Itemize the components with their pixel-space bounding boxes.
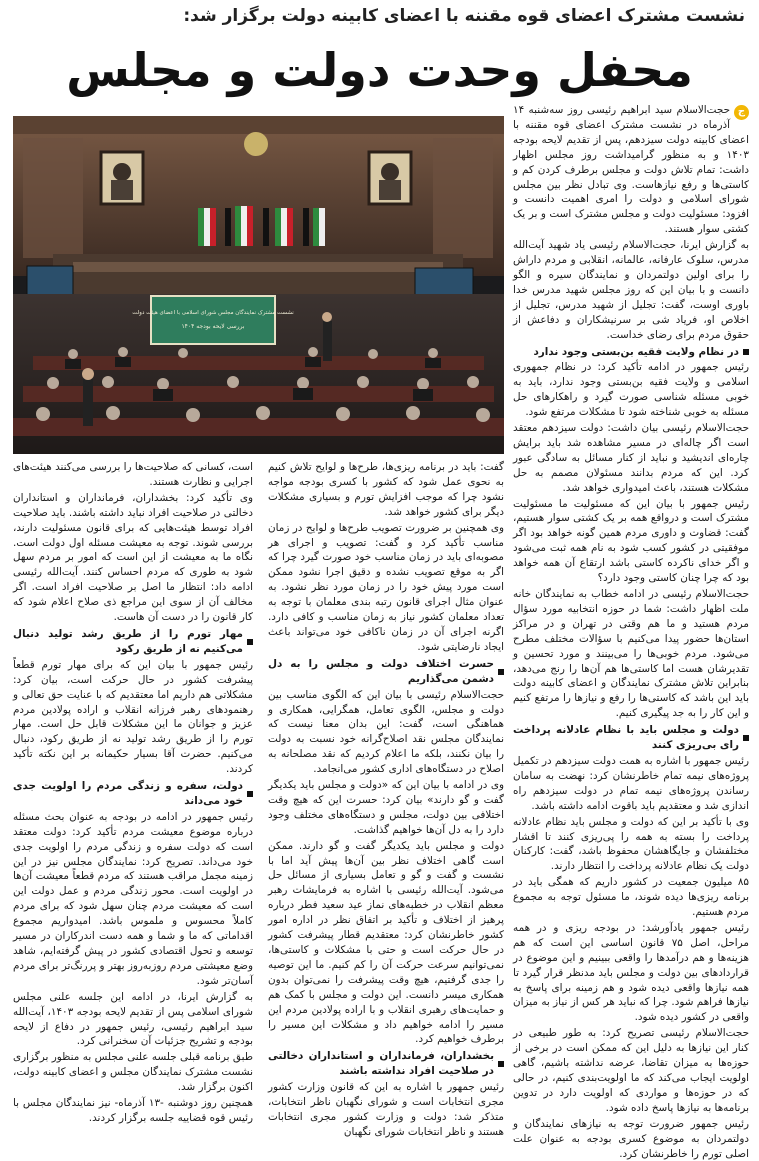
parliament-photo	[13, 116, 504, 454]
middle-paragraph-2: وی همچنین بر ضرورت تصویب طرح‌ها و لوایح در زمان مناسب تأکید کرد و گفت: تصویب و اجرای هر مصوبه‌ای باید در زمان مناسب خود صورت گیرد چرا که اگر به موقع تصویب نشده و دقیق اجرا نشود ممکن است مورد پیش خود را در زمان مورد نظر نشود. به عنوان مثال اجرای قانون رتبه بندی معلمان با توجه به تعداد معلمان کشور نیاز به زمان مناسب و کافی دارد. اگرنه اجرای آن در زمان ناکافی خود می‌تواند باعث ایجاد نارضایتی شود.	[268, 521, 504, 653]
right-paragraph-1: حجت‌الاسلام سید ابراهیم رئیسی روز سه‌شنبه ۱۴ آذرماه در نشست مشترک اعضای قوه مقننه با اعضای کابینه دولت سیزدهم، پس از تقدیم لایحه بودجه ۱۴۰۳ و به منظور گرامیداشت روز مجلس اظهار داشت: تمام تلاش دولت و مجلس برطرف کردن کم و کاستی‌ها و رفع نیازهاست. وی تبادل نظر بین مجلس شورای اسلامی و دولت را امری اهمیت دانست و افزود: مسئولیت دولت و مجلس مشترک است و بر یک کشتی سوار هستند.	[513, 104, 749, 236]
middle-subheading-2: بخشداران، فرمانداران و استانداران دخالتی در صلاحیت افراد نداشته باشند	[268, 1049, 504, 1079]
left-paragraph-3: رئیس جمهور با بیان این که برای مهار تورم قطعاً پیشرفت کشور در حال حرکت است، بیان کرد: مشکلاتی هم داریم اما معتقدیم که با عنایت حق تعالی و رهنمودهای رهبر فرزانه انقلاب و اراده پولادین مردم عزیز و جوانان ما این مشکلات قابل حل است. مهار تورم را از طریق رشد تولید نه از طریق رکود، دنبال می‌کنیم. حضرت آقا بسیار حکیمانه بر این نکته تأکید کردند.	[13, 658, 253, 776]
banner-line1: نشست مشترک نمایندگان مجلس شورای اسلامی با اعضای هیئت دولت	[132, 310, 294, 316]
middle-subheading-1: حسرت اختلاف دولت و مجلس را به دل دشمن می‌گذاریم	[268, 657, 504, 687]
right-paragraph-9: ۸۵ میلیون جمعیت در کشور داریم که همگی باید در برنامه ریزی‌ها دیده شوند، ما مسئول توجه به مجموع مردم هستیم.	[513, 876, 749, 919]
banner-line2: بررسی لایحه بودجه ۱۴۰۴	[181, 323, 245, 330]
left-paragraph-1: است، کسانی که صلاحیت‌ها را بررسی می‌کنند هیئت‌های اجرایی و نظارت هستند.	[13, 461, 253, 488]
newspaper-logo-icon: ج	[734, 105, 749, 120]
right-paragraph-10: رئیس جمهور یادآورشد: در بودجه ریزی و در همه مراحل، اصل ۷۵ قانون اساسی این است که هم هزینه‌ها و هم درآمدها را واقعی ببینیم و این موضوع در قراردادهای بین دولت و مجلس باید مدنظر قرار گیرد تا همه نیازها واقعی دیده شود و هم زمینه برای پاسخ به نیازها فراهم شود. چرا که نباید هر کس از نیاز به میزان واقعی در کشور دیده شود.	[513, 921, 749, 1024]
right-paragraph-4: حجت‌الاسلام رئیسی بیان داشت: دولت سیزدهم معتقد است اگر چاله‌ای در مسیر مشاهده شد باید برایش چاره‌ای اندیشید و نباید از کنار مسائل به سادگی عبور کرد. این که مردم بدانند مسئولان مصمم به حل مشکلات هستند، باعث امیدواری خواهد شد.	[513, 422, 749, 494]
right-paragraph-7: رئیس جمهور با اشاره به همت دولت سیزدهم در تکمیل پروژه‌های نیمه تمام خاطرنشان کرد: نهضت به سامان رساندن پروژه‌های نیمه تمام در دولت سیزدهم راه اندازی شد و معتقدیم باید باقوت ادامه داشته باشد.	[513, 754, 749, 812]
middle-paragraph-6: رئیس جمهور با اشاره به این که قانون وزارت کشور مجری انتخابات است و شورای نگهبان ناظر انتخابات، متذکر شد: دولت و وزارت کشور مجری انتخابات هستند و ناظر انتخابات شورای نگهبان	[268, 1081, 504, 1138]
parliament-hall-image	[13, 116, 504, 454]
session-banner	[151, 296, 275, 344]
column-left	[13, 460, 254, 1124]
right-paragraph-8: وی با تأکید بر این که دولت و مجلس باید نظام عادلانه پرداخت را بسته به همه را پی‌ریزی کنند تا اقشار مختلفشان و جایگاهشان محفوظ باشد، گفت: کارکنان دولت یک نظام عادلانه پرداخت را انتظار دارند.	[513, 815, 749, 873]
left-paragraph-4: رئیس جمهور در ادامه در بودجه به عنوان بحث مسئله درباره موضوع معیشت مردم تأکید کرد: دولت معتقد است که دولت سفره و زندگی مردم را اولویت جدی خود می‌داند. تصریح کرد: نمایندگان مجلس نیز در این زمینه مجمل مراقب هستند که مردم قطعاً معیشت آن‌ها در اولویت است. محور زندگی مردم و عمل دولت این است که معیشت مردم چنان سهل شود که برای مردم کاملاً محسوس و ملموس باشد. امیدواریم مجموع اقداماتی که ما و شما و همه دست اندرکاران در مسیر توسعه و تحول اقتصادی کشور در پیش گرفته‌ایم، شاهد وضع معیشتی مردم روزبه‌روز بهتر و پررنگ‌تر برای مردم آسان‌تر شود.	[13, 810, 253, 987]
column-middle	[268, 460, 504, 1138]
right-subheading-1: در نظام ولایت فقیه بن‌بستی وجود ندارد	[513, 345, 749, 360]
right-paragraph-5: رئیس جمهور با بیان این که مسئولیت ما مسئولیت مشترک است و درواقع همه بر یک کشتی سوار هستیم، گفت: قضاوت و داوری مردم همین گونه خواهد بود اگر موفقیتی در کشور کسب شود به نام همه ثبت می‌شود و اگر خدای ناکرده کاستی باشد ارتقاع آن همه خواهد بود که چرا چنان کاستی وجود دارد؟	[513, 497, 749, 585]
left-paragraph-2: وی تأکید کرد: بخشداران، فرمانداران و استانداران دخالتی در صلاحیت افراد نباید داشته باشند. باید صلاحیت افراد توسط هیئت‌هایی که برای قانون مسئولیت دارند، بررسی شوند. توجه به معیشت مسئله اول دولت است. نگاه ما به معیشت از این است که امور بر مردم سهل شود به طوری که مردم احساس کنند. آیت‌الله رئیسی ادامه داد: انتظار ما اصل بر صلاحیت افراد است. اگر مخالف آن از سوی این مراجع ذی صلاح اعلام شود که کار قانون را در دست آن هاست.	[13, 491, 253, 624]
left-subheading-2: دولت، سفره و زندگی مردم را اولویت جدی خود می‌داند	[13, 779, 253, 809]
right-paragraph-6: حجت‌الاسلام رئیسی در ادامه خطاب به نمایندگان خانه ملت اظهار داشت: شما در حوزه انتخابیه مورد سؤال مردم هستید و ما هم وقتی در تهران و در مراکز استان‌ها حضور پیدا می‌کنیم با سؤالات مختلف مطرح می‌شود. مردم خوبی‌ها را می‌بینند و مورد تحسین و تقدیرشان هست اما کاستی‌ها هم آن‌ها را رنج می‌دهد، بنابراین تلاش مشترک نمایندگان و اعضای کابینه دولت باید این باشد که کاستی‌ها را رفع و نیازها را مرتفع کنیم و این کار را به جد پیگیری کنیم.	[513, 588, 749, 720]
headline: محفل وحدت دولت و مجلس	[66, 43, 693, 97]
right-subheading-2: دولت و مجلس باید با نظام عادلانه پرداخت رای بی‌ریزی کنند	[513, 723, 749, 753]
bullet-square-icon	[247, 791, 253, 797]
left-subheading-1: مهار تورم را از طریق رشد تولید دنبال می‌کنیم نه از طریق رکود	[13, 627, 253, 657]
middle-paragraph-3: حجت‌الاسلام رئیسی با بیان این که الگوی مناسب بین دولت و مجلس، الگوی تعامل، همگرایی، همکاری و هماهنگی است، گفت: این بدان معنا نیست که نمایندگان مجلس نقد اصلاح‌گرانه خود نسبت به دولت را بیان نکنند، بلکه ما اعلام کردیم که نقد مصلحانه به اصلاح در دستگاه‌های اداری کشور می‌انجامد.	[268, 688, 504, 776]
emblem-icon	[244, 132, 268, 156]
column-right	[513, 103, 749, 1160]
bullet-square-icon	[743, 735, 749, 741]
right-paragraph-3: رئیس جمهور در ادامه تأکید کرد: در نظام جمهوری اسلامی و ولایت فقیه بن‌بستی وجود ندارد، باید به خوبی مسئله شناسی صورت گیرد و راهکارهای حل مسئله به خوبی شناخته شود تا مشکلات مرتفع شود.	[513, 361, 749, 419]
right-paragraph-2: به گزارش ایرنا، حجت‌الاسلام رئیسی یاد شهید آیت‌الله مدرس، سلوک عارفانه، عالمانه، انقلابی و مردم داراش را برای اولین دولتمردان و نمایندگان سیره و الگو دانست و با بیان این که روز مجلس شهید مدرس خدا باوری اوست، گفت: تجلیل از شهید مدرس، تجلیل از اخلاص او، فریاد شی بر سرنیشکاران و دفاعش از حقوق مردم برای رضای خداست.	[513, 239, 749, 341]
middle-paragraph-1: گفت: باید در برنامه ریزی‌ها، طرح‌ها و لوایح تلاش کنیم به نحوی عمل شود که کشور با کسری بودجه مواجه نشود چرا که موجب افزایش تورم و بسیاری مشکلات دیگر برای کشور خواهد شد.	[268, 461, 504, 518]
bullet-square-icon	[247, 639, 253, 645]
bullet-square-icon	[498, 1061, 504, 1067]
kicker: نشست مشترک اعضای قوه مقننه با اعضای کابینه دولت برگزار شد:	[183, 6, 745, 26]
middle-paragraph-4: وی در ادامه با بیان این که «دولت و مجلس باید یکدیگر گفت و گو دارند» بیان کرد: حسرت این که هیچ وقت اختلافی بین دولت، مجلس و دستگاه‌های مختلف وجود دارد را به دل آن‌ها خواهیم گذاشت.	[268, 779, 504, 836]
left-paragraph-5: به گزارش ایرنا، در ادامه این جلسه علنی مجلس شورای اسلامی پس از تقدیم لایحه بودجه ۱۴۰۳، آیت‌الله سید ابراهیم رئیسی، رئیس جمهور در دفاع از لایحه بودجه و تشریح جزئیات آن سخنرانی کرد.	[13, 990, 254, 1048]
right-paragraph-11: حجت‌الاسلام رئیسی تصریح کرد: به طور طبیعی در کنار این نیازها به دلیل این که ممکن است در برخی از حوزه‌ها به میزان تقاضا، عرضه نداشته باشیم، گاهی اولویت ایجاب می‌کند که ما اولویت‌بندی کنیم، در حالی که در حوزه‌ها و مواردی که اولویت دارد در تدوین برنامه‌ها به نیازها پاسخ داده شود.	[513, 1027, 749, 1114]
middle-paragraph-5: دولت و مجلس باید یکدیگر گفت و گو دارند. ممکن است گاهی اختلاف نظر بین آن‌ها پیش آید اما با نشست و گفت و گو و تعامل بسیاری از مسائل حل می‌شود. آیت‌الله رئیسی با اشاره به فرمایشات رهبر معظم انقلاب در خطبه‌های نماز عید سعید فطر درباره پرهیز از اختلاف و تأکید بر اتفاق نظر در اداره امور کشور خاطرنشان کرد: معتقدیم قطار پیشرفت کشور در حال حرکت است و حتی با مشکلات و کاستی‌ها، نمی‌توانیم سرعت حرکت آن را کم کنیم. ما این توصیه را جدی گرفتیم، هیچ وقت پیشرفت را نمی‌توان بدون همکاری میسر دانست. این دولت و مجلس با کمک هم و حمایت‌های رهبری انقلاب و با اراده پولادین مردم این مسیر را ادامه خواهیم داد و مشکلات این مسیر را برطرف خواهیم کرد.	[268, 839, 504, 1046]
bullet-square-icon	[498, 669, 504, 675]
right-paragraph-12: رئیس جمهور ضرورت توجه به نیازهای نمایندگان و دولتمردان به موضوع کسری بودجه به عنوان علت اصلی تورم را خاطرنشان کرد.	[513, 1117, 749, 1160]
bullet-square-icon	[743, 349, 749, 355]
left-paragraph-6: طبق برنامه قبلی جلسه علنی مجلس به منظور برگزاری نشست مشترک نمایندگان مجلس و اعضای کابینه دولت، اکنون برگزار شد.	[13, 1051, 253, 1094]
left-paragraph-7: همچنین روز دوشنبه -۱۳ آذرماه- نیز نمایندگان مجلس با رئیس قوه قضاییه جلسه برگزار کردند.	[13, 1097, 253, 1124]
